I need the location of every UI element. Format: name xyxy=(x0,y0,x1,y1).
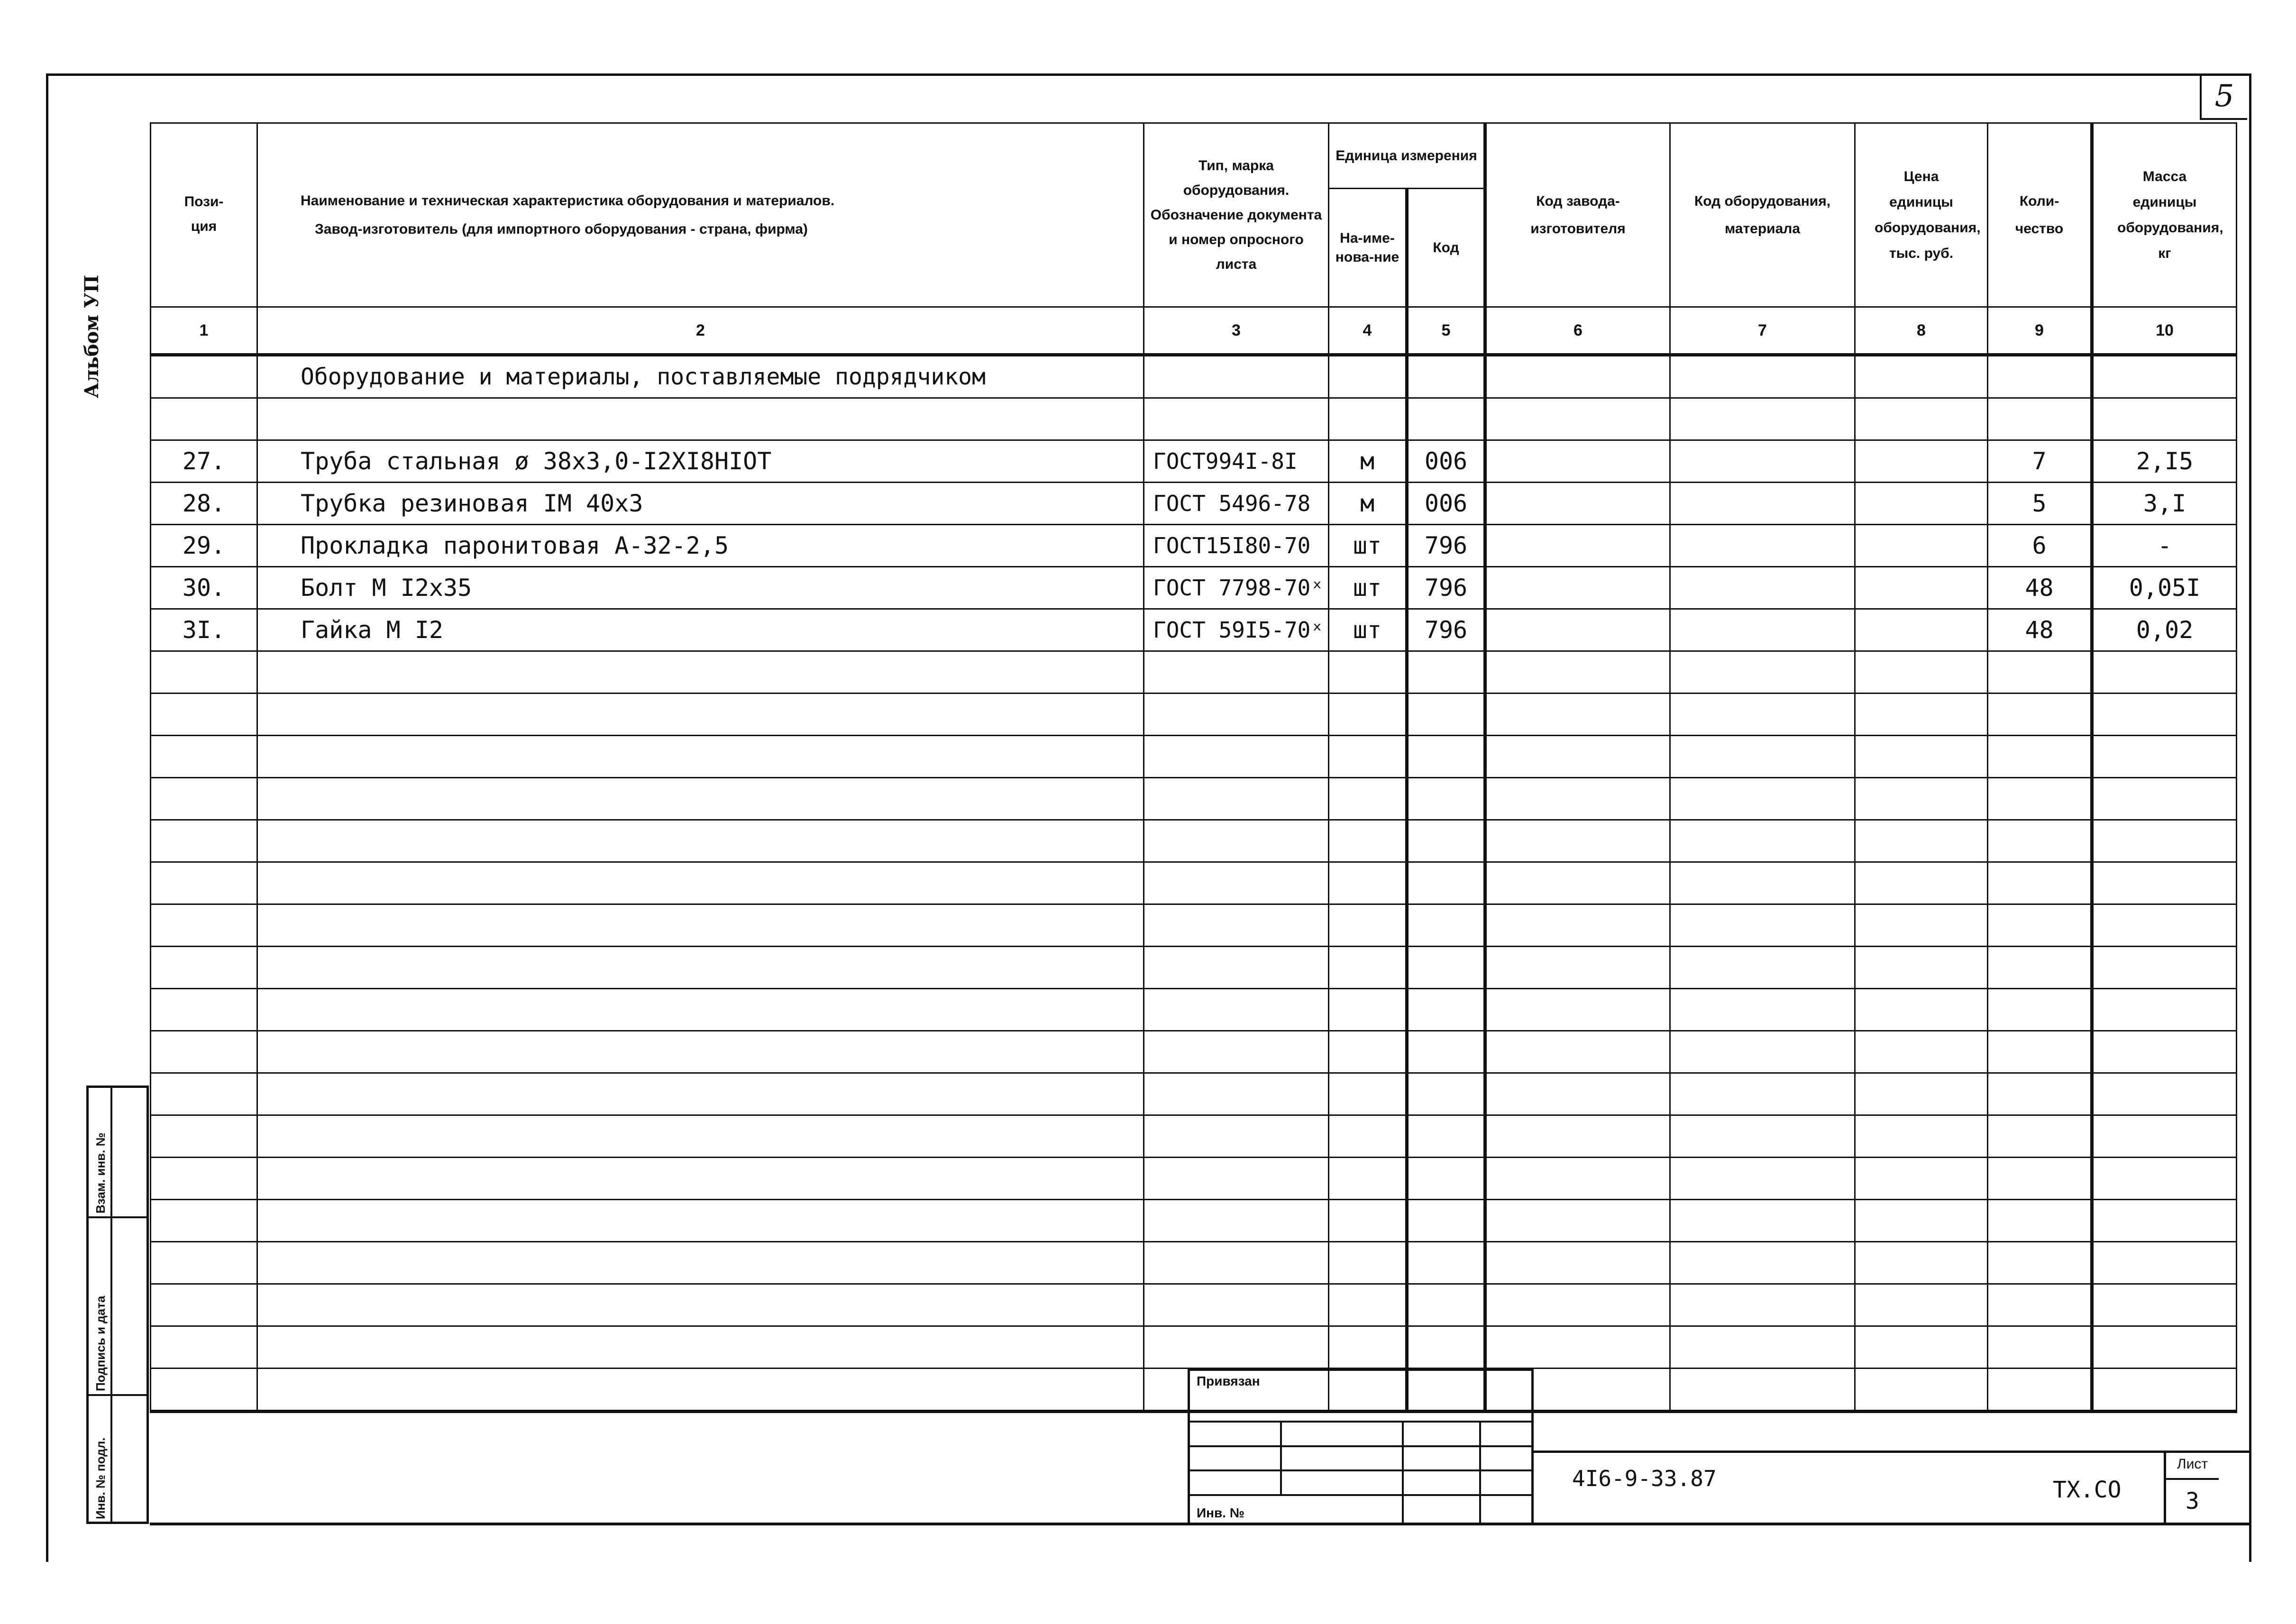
stamp-line xyxy=(1479,1421,1481,1523)
col-number: 10 xyxy=(2092,307,2237,355)
header-name-line2: Завод-изготовитель (для импортного оборудования - страна, фирма) xyxy=(315,221,808,237)
row-quantity: 5 xyxy=(1988,483,2092,525)
row-quantity: 48 xyxy=(1988,609,2092,651)
row-name: Трубка резиновая IM 40x3 xyxy=(257,483,1144,525)
row-unit-code: 796 xyxy=(1407,567,1485,609)
row-unit-code: 006 xyxy=(1407,483,1485,525)
inventory-label: Инв. № xyxy=(1197,1505,1245,1520)
header-equipment-code: Код оборудования, материала xyxy=(1670,123,1855,307)
document-code: 4I6-9-33.87 xyxy=(1572,1466,1717,1491)
specification-table xyxy=(150,122,2237,1413)
document-mark: ТХ.СО xyxy=(2053,1477,2122,1503)
side-stamp xyxy=(86,1086,149,1524)
col-number: 3 xyxy=(1144,307,1329,355)
side-cell-replaced-inv xyxy=(89,1088,146,1218)
table-row xyxy=(151,567,2237,609)
row-mass: 3,I xyxy=(2092,483,2237,525)
row-unit-code: 796 xyxy=(1407,609,1485,651)
side-label: Подпись и дата xyxy=(93,1296,108,1391)
header-factory-code: Код завода-изготовителя xyxy=(1485,123,1670,307)
stamp-line xyxy=(1280,1421,1282,1496)
side-cell-signature-date xyxy=(89,1218,146,1396)
row-quantity: 7 xyxy=(1988,440,2092,483)
header-unit-group: Единица измерения xyxy=(1329,123,1485,189)
row-name: Гайка М I2 xyxy=(257,609,1144,651)
header-type: Тип, марка оборудования. Обозначение документа и номер опросного листа xyxy=(1144,123,1329,307)
col-number: 2 xyxy=(257,307,1144,355)
row-unit: шт xyxy=(1329,525,1407,567)
side-cell-original-inv xyxy=(89,1396,146,1524)
row-quantity: 6 xyxy=(1988,525,2092,567)
table-row xyxy=(151,525,2237,567)
row-unit: шт xyxy=(1329,609,1407,651)
col-number: 6 xyxy=(1485,307,1670,355)
linked-stamp xyxy=(1188,1369,1534,1525)
row-position: 3I. xyxy=(151,609,257,651)
row-position: 30. xyxy=(151,567,257,609)
header-unit-name: На-име-нова-ние xyxy=(1329,189,1407,307)
col-number: 9 xyxy=(1988,307,2092,355)
album-label: Альбом УП xyxy=(81,274,103,398)
sheet-box xyxy=(2164,1451,2219,1524)
row-mass: 0,02 xyxy=(2092,609,2237,651)
linked-label: Привязан xyxy=(1197,1374,1260,1388)
row-unit: м xyxy=(1329,483,1407,525)
header-name xyxy=(257,123,1144,307)
row-mass: - xyxy=(2092,525,2237,567)
col-number: 4 xyxy=(1329,307,1407,355)
row-name: Болт М I2x35 xyxy=(257,567,1144,609)
row-unit-code: 796 xyxy=(1407,525,1485,567)
row-mass: 2,I5 xyxy=(2092,440,2237,483)
title-block-line xyxy=(1532,1451,2251,1453)
col-number: 8 xyxy=(1855,307,1988,355)
col-number: 1 xyxy=(151,307,257,355)
row-mass: 0,05I xyxy=(2092,567,2237,609)
header-quantity: Коли-чество xyxy=(1988,123,2092,307)
stamp-line xyxy=(1402,1421,1404,1523)
row-document: ГОСТ 5496-78 xyxy=(1144,483,1329,525)
row-unit: м xyxy=(1329,440,1407,483)
corner-sheet-number: 5 xyxy=(2200,75,2247,120)
row-document: ГОСТ 59I5-70ˣ xyxy=(1144,609,1329,651)
sheet-number: 3 xyxy=(2186,1488,2199,1515)
row-quantity: 48 xyxy=(1988,567,2092,609)
side-label: Инв. № подл. xyxy=(93,1437,108,1519)
row-name: Прокладка паронитовая A-32-2,5 xyxy=(257,525,1144,567)
sheet-label: Лист xyxy=(2166,1451,2219,1480)
col-number: 5 xyxy=(1407,307,1485,355)
frame-bottom-line xyxy=(150,1523,2251,1525)
row-position: 29. xyxy=(151,525,257,567)
header-mass: Масса единицы оборудования, кг xyxy=(2092,123,2237,307)
table-row xyxy=(151,609,2237,651)
section-title: Оборудование и материалы, поставляемые подрядчиком xyxy=(257,355,1144,398)
row-name: Труба стальная ø 38х3,0-I2XI8HIOT xyxy=(257,440,1144,483)
table-row xyxy=(151,440,2237,483)
header-position: Пози- ция xyxy=(151,123,257,307)
row-position: 27. xyxy=(151,440,257,483)
row-document: ГОСТ15I80-70 xyxy=(1144,525,1329,567)
table-row xyxy=(151,483,2237,525)
header-name-line1: Наименование и техническая характеристика оборудования и материалов. xyxy=(301,192,835,209)
row-document: ГОСТ 7798-70ˣ xyxy=(1144,567,1329,609)
side-label: Взам. инв. № xyxy=(93,1132,108,1213)
row-position: 28. xyxy=(151,483,257,525)
row-document: ГОСТ994I-8I xyxy=(1144,440,1329,483)
col-number: 7 xyxy=(1670,307,1855,355)
section-title-row xyxy=(151,355,2237,398)
frame-right-line xyxy=(2249,73,2251,1562)
header-unit-code: Код xyxy=(1407,189,1485,307)
row-unit: шт xyxy=(1329,567,1407,609)
row-unit-code: 006 xyxy=(1407,440,1485,483)
header-price: Цена единицы оборудования, тыс. руб. xyxy=(1855,123,1988,307)
